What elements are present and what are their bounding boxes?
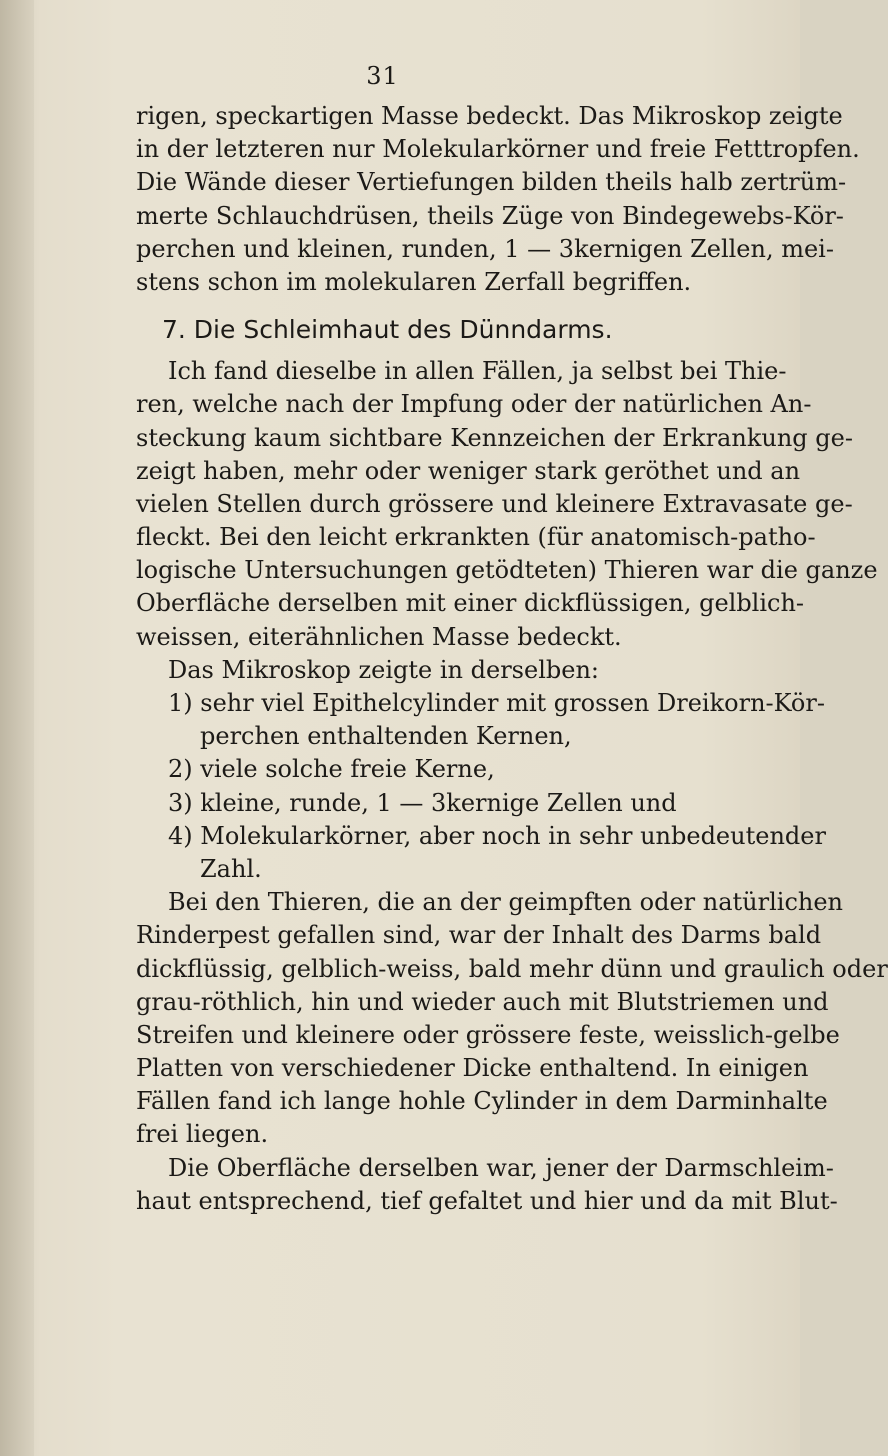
paragraph-2	[136, 886, 888, 1152]
text-line: fleckt. Bei den leicht erkrankten (für anatomisch-patho-	[136, 523, 816, 552]
list-item: 4) Molekularkörner, aber noch in sehr unbedeutender	[168, 821, 826, 850]
page-number: 31	[366, 62, 399, 90]
text-line: frei liegen.	[136, 1120, 269, 1149]
text-line: haut entsprechend, tief gefaltet und hier und da mit Blut-	[136, 1186, 838, 1215]
text-line: dickflüssig, gelblich-weiss, bald mehr dünn und graulich oder	[136, 954, 888, 983]
list-item: 2) viele solche freie Kerne,	[168, 755, 495, 784]
list-item-continuation: perchen enthaltenden Kernen,	[200, 722, 572, 751]
text-line: Rinderpest gefallen sind, war der Inhalt des Darms bald	[136, 921, 822, 950]
paragraph-continuation	[136, 100, 860, 299]
text-line: steckung kaum sichtbare Kennzeichen der Erkrankung ge-	[136, 423, 853, 452]
list-item-continuation: Zahl.	[200, 854, 262, 883]
text-line: Fällen fand ich lange hohle Cylinder in dem Darminhalte	[136, 1087, 828, 1116]
text-line: stens schon im molekularen Zerfall begriffen.	[136, 267, 692, 296]
text-line: ren, welche nach der Impfung oder der natürlichen An-	[136, 390, 812, 419]
text-line: zeigt haben, mehr oder weniger stark geröthet und an	[136, 456, 801, 485]
text-line: Platten von verschiedener Dicke enthaltend. In einigen	[136, 1054, 809, 1083]
text-line: perchen und kleinen, runden, 1 — 3kernigen Zellen, mei-	[136, 234, 834, 263]
section-heading: 7. Die Schleimhaut des Dünndarms.	[162, 315, 613, 345]
list-intro: Das Mikroskop zeigte in derselben:	[168, 655, 599, 684]
text-line: logische Untersuchungen getödteten) Thieren war die ganze	[136, 556, 878, 585]
text-line: weissen, eiterähnlichen Masse bedeckt.	[136, 622, 622, 651]
page-text	[136, 100, 888, 1218]
text-line: merte Schlauchdrüsen, theils Züge von Bindegewebs-Kör-	[136, 201, 844, 230]
text-line: in der letzteren nur Molekularkörner und freie Fetttropfen.	[136, 135, 860, 164]
text-line: vielen Stellen durch grössere und kleinere Extravasate ge-	[136, 489, 853, 518]
text-line: Bei den Thieren, die an der geimpften oder natürlichen	[168, 888, 844, 917]
findings-list	[136, 687, 826, 886]
text-line: Ich fand dieselbe in allen Fällen, ja selbst bei Thie-	[168, 357, 787, 386]
paragraph-3	[136, 1152, 838, 1218]
paragraph-1	[136, 355, 878, 654]
text-line: grau-röthlich, hin und wieder auch mit Blutstriemen und	[136, 987, 829, 1016]
text-line: Oberfläche derselben mit einer dickflüssigen, gelblich-	[136, 589, 805, 618]
text-line: Die Oberfläche derselben war, jener der Darmschleim-	[168, 1153, 834, 1182]
text-line: Streifen und kleinere oder grössere feste, weisslich-gelbe	[136, 1020, 840, 1049]
list-item: 3) kleine, runde, 1 — 3kernige Zellen und	[168, 788, 677, 817]
text-line: rigen, speckartigen Masse bedeckt. Das Mikroskop zeigte	[136, 102, 843, 130]
list-item: 1) sehr viel Epithelcylinder mit grossen Dreikorn-Kör-	[168, 689, 825, 717]
text-line: Die Wände dieser Vertiefungen bilden theils halb zertrüm-	[136, 168, 847, 197]
page-gutter	[0, 0, 34, 1456]
